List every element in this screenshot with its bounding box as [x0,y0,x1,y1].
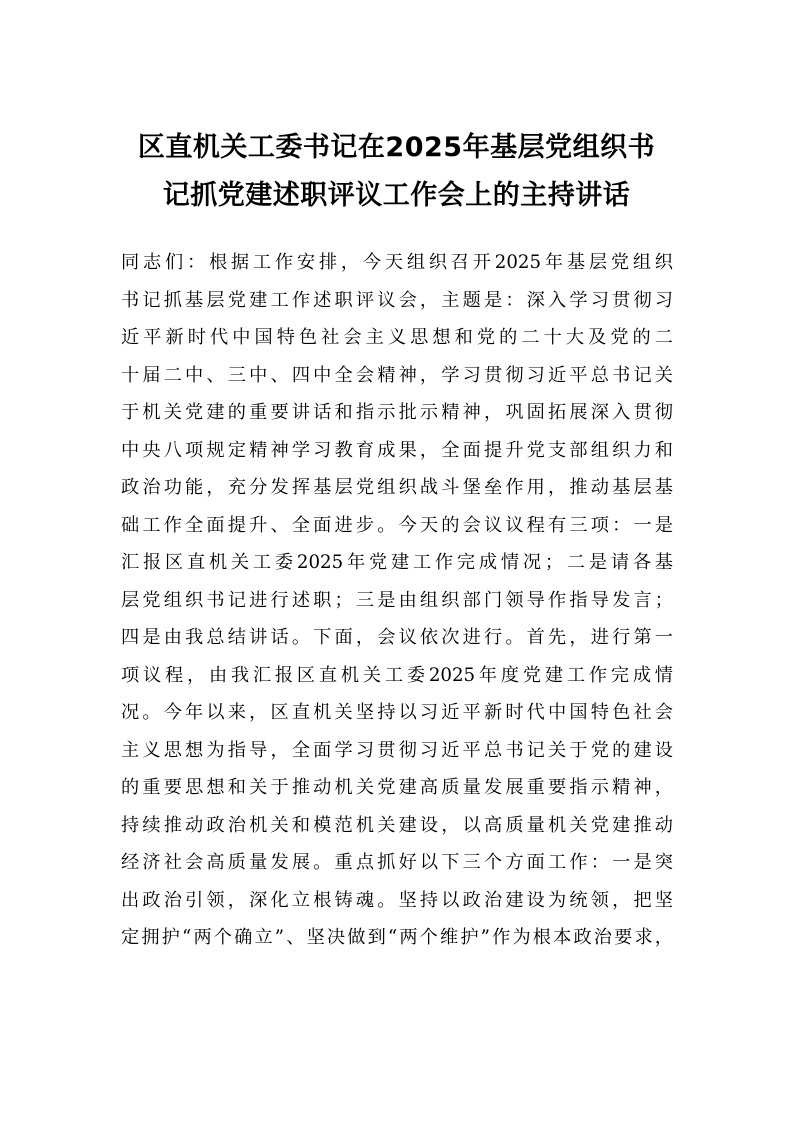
body-line: 书记抓基层党建工作述职评议会，主题是：深入学习贯彻习 [121,289,673,311]
body-line: 主义思想为指导，全面学习贯彻习近平总书记关于党的建设 [121,739,673,761]
body-line: 政治功能，充分发挥基层党组织战斗堡垒作用，推动基层基 [121,477,673,498]
body-line: 同志们：根据工作安排，今天组织召开2025年基层党组织 [121,252,673,273]
document-body [121,244,673,957]
body-line: 层党组织书记进行述职；三是由组织部门领导作指导发言； [121,589,673,611]
body-line: 中央八项规定精神学习教育成果，全面提升党支部组织力和 [121,439,673,461]
body-line: 的重要思想和关于推动机关党建高质量发展重要指示精神， [121,777,673,798]
body-line: 经济社会高质量发展。重点抓好以下三个方面工作：一是突 [121,852,673,873]
body-line: 础工作全面提升、全面进步。今天的会议议程有三项：一是 [121,514,673,536]
title-line-2: 记抓党建述职评议工作会上的主持讲话 [162,180,631,211]
body-line: 于机关党建的重要讲话和指示批示精神，巩固拓展深入贯彻 [121,402,673,423]
body-line: 况。今年以来，区直机关坚持以习近平新时代中国特色社会 [121,702,673,723]
body-line: 项议程，由我汇报区直机关工委2025年度党建工作完成情 [121,664,673,686]
body-line: 定拥护“两个确立”、坚决做到“两个维护”作为根本政治要求， [121,927,673,948]
body-line: 四是由我总结讲话。下面，会议依次进行。首先，进行第一 [121,627,673,648]
document-title [100,124,693,220]
body-line: 出政治引领，深化立根铸魂。坚持以政治建设为统领，把坚 [121,889,673,911]
body-line: 汇报区直机关工委2025年党建工作完成情况；二是请各基 [121,552,673,573]
title-line-1: 区直机关工委书记在2025年基层党组织书 [137,132,656,163]
body-line: 持续推动政治机关和模范机关建设，以高质量机关党建推动 [121,814,673,836]
body-line: 十届二中、三中、四中全会精神，学习贯彻习近平总书记关 [121,364,673,386]
body-line: 近平新时代中国特色社会主义思想和党的二十大及党的二 [121,327,673,348]
